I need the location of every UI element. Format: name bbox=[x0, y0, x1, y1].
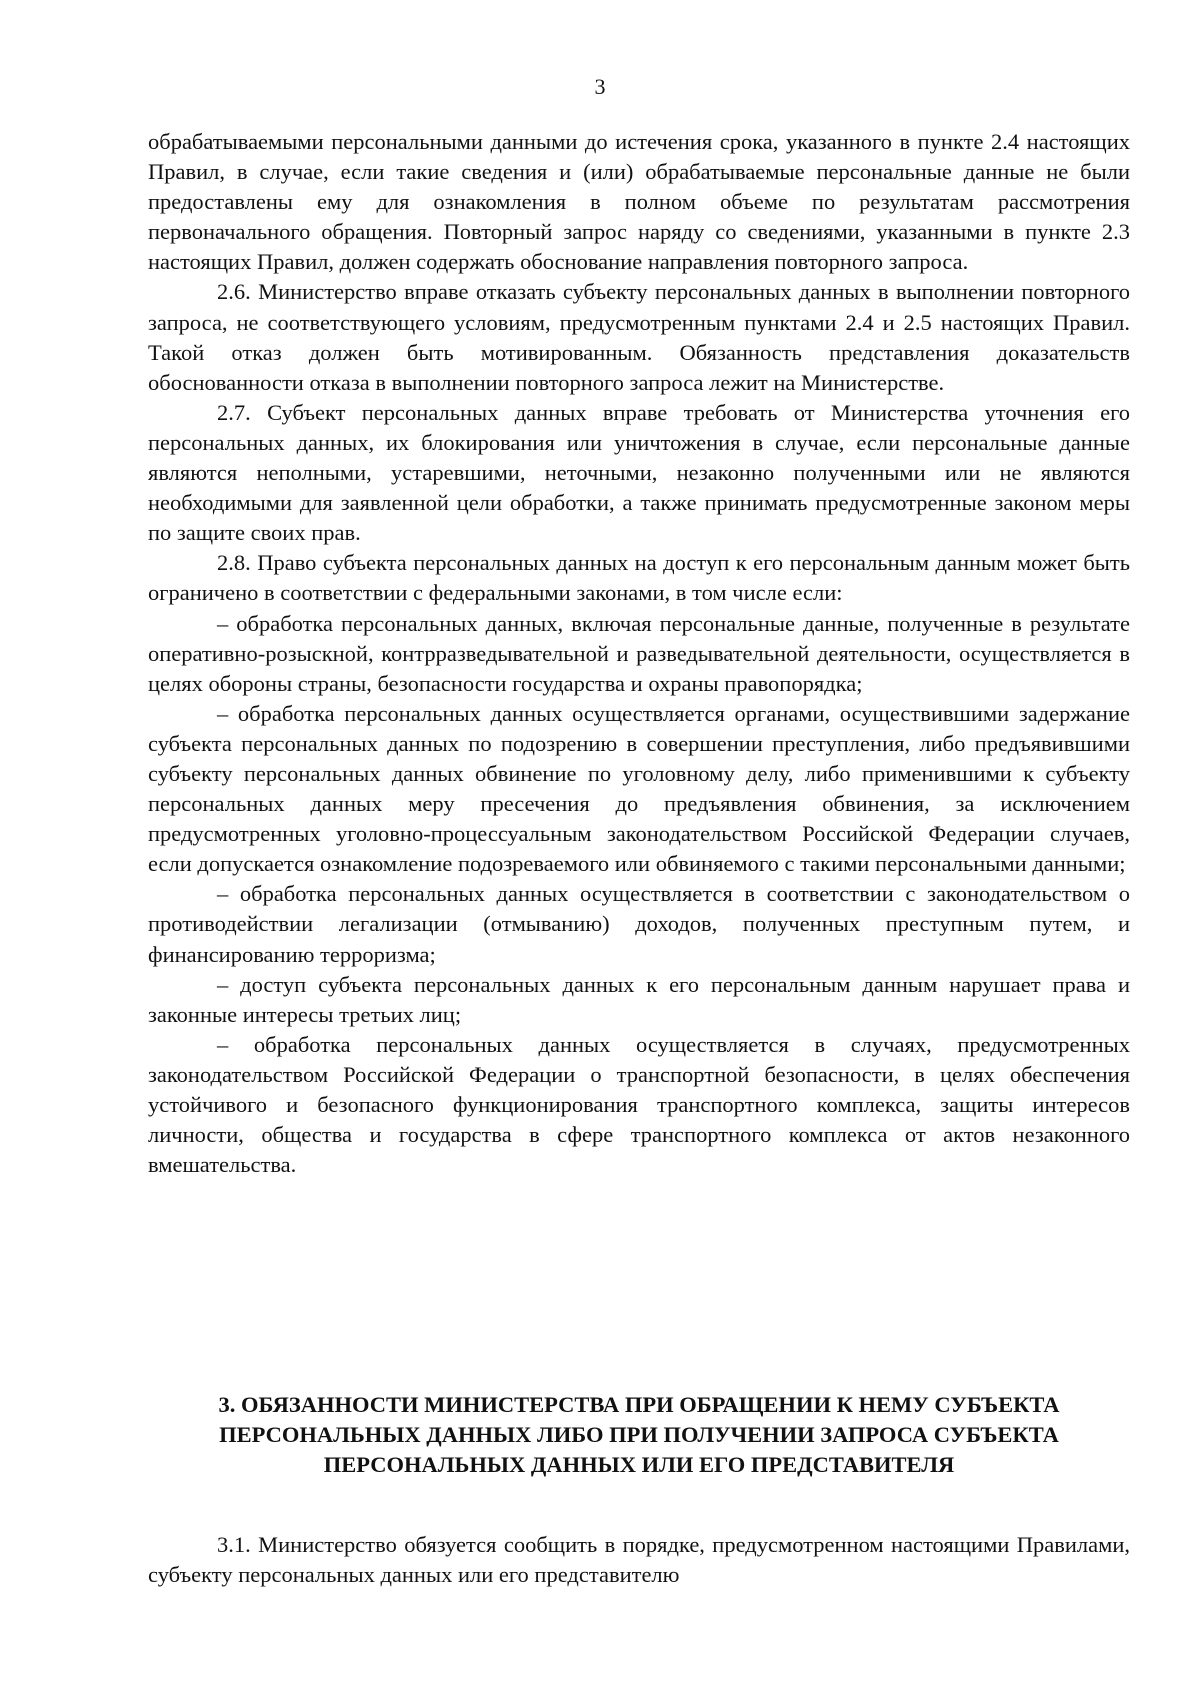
paragraph-2-7: 2.7. Субъект персональных данных вправе требовать от Министерства уточнения его персональных данных, их блокирования или уничтожения в случае, если персональные данные являются неполными, устаревшими, неточными, незаконно полученными или не являются необходимыми для заявленной цели обработки, а также принимать предусмотренные законом меры по защите своих прав. bbox=[148, 399, 1130, 546]
paragraph-3-1: 3.1. Министерство обязуется сообщить в порядке, предусмотренном настоящими Правилами, субъекту персональных данных или его представителю bbox=[148, 1532, 1130, 1588]
list-item-detention: – обработка персональных данных осуществляется органами, осуществившими задержание субъекта персональных данных по подозрению в совершении преступления, либо предъявившими субъекту персональных данных обвинение по уголовному делу, либо применившими к субъекту персональных данных меру пресечения до предъявления обвинения, за исключением предусмотренных уголовно-процессуальным законодательством Российской Федерации случаев, если допускается ознакомление подозреваемого или обвиняемого с такими персональными данными; bbox=[148, 700, 1130, 877]
page-number: 3 bbox=[594, 74, 606, 99]
list-item-transport-security: – обработка персональных данных осуществляется в случаях, предусмотренных законодательством Российской Федерации о транспортной безопасности, в целях обеспечения устойчивого и безопасного функционирования транспортного комплекса, защиты интересов личности, общества и государства в сфере транспортного комплекса от актов незаконного вмешательства. bbox=[148, 1031, 1130, 1178]
section-heading: 3. ОБЯЗАННОСТИ МИНИСТЕРСТВА ПРИ ОБРАЩЕНИИ К НЕМУ СУБЪЕКТА ПЕРСОНАЛЬНЫХ ДАННЫХ ЛИБО ПРИ ПОЛУЧЕНИИ ЗАПРОСА СУБЪЕКТА ПЕРСОНАЛЬНЫХ ДАННЫХ ИЛИ ЕГО ПРЕДСТАВИТЕЛЯ bbox=[218, 1392, 1060, 1477]
list-item-money-laundering: – обработка персональных данных осуществляется в соответствии с законодательством о противодействии легализации (отмыванию) доходов, полученных преступным путем, и финансированию терроризма; bbox=[148, 881, 1130, 967]
paragraph-2-6: 2.6. Министерство вправе отказать субъекту персональных данных в выполнении повторного запроса, не соответствующего условиям, предусмотренным пунктами 2.4 и 2.5 настоящих Правил. Такой отказ должен быть мотивированным. Обязанность представления доказательств обоснованности отказа в выполнении повторного запроса лежит на Министерстве. bbox=[148, 279, 1130, 395]
document-body bbox=[148, 127, 1130, 1180]
list-item-third-party-rights: – доступ субъекта персональных данных к его персональным данным нарушает права и законные интересы третьих лиц; bbox=[148, 971, 1130, 1027]
paragraph-2-8: 2.8. Право субъекта персональных данных на доступ к его персональным данным может быть ограничено в соответствии с федеральными законами, в том числе если: bbox=[148, 550, 1130, 606]
section-body bbox=[148, 1530, 1130, 1590]
paragraph-continuation: обрабатываемыми персональными данными до истечения срока, указанного в пункте 2.4 настоящих Правил, в случае, если такие сведения и (или) обрабатываемые персональные данные не были предоставлены ему для ознакомления в полном объеме по результатам рассмотрения первоначального обращения. Повторный запрос наряду со сведениями, указанными в пункте 2.3 настоящих Правил, должен содержать обоснование направления повторного запроса. bbox=[148, 129, 1130, 275]
list-item-operational-search: – обработка персональных данных, включая персональные данные, полученные в результате оперативно-розыскной, контрразведывательной и разведывательной деятельности, осуществляется в целях обороны страны, безопасности государства и охраны правопорядка; bbox=[148, 610, 1130, 696]
